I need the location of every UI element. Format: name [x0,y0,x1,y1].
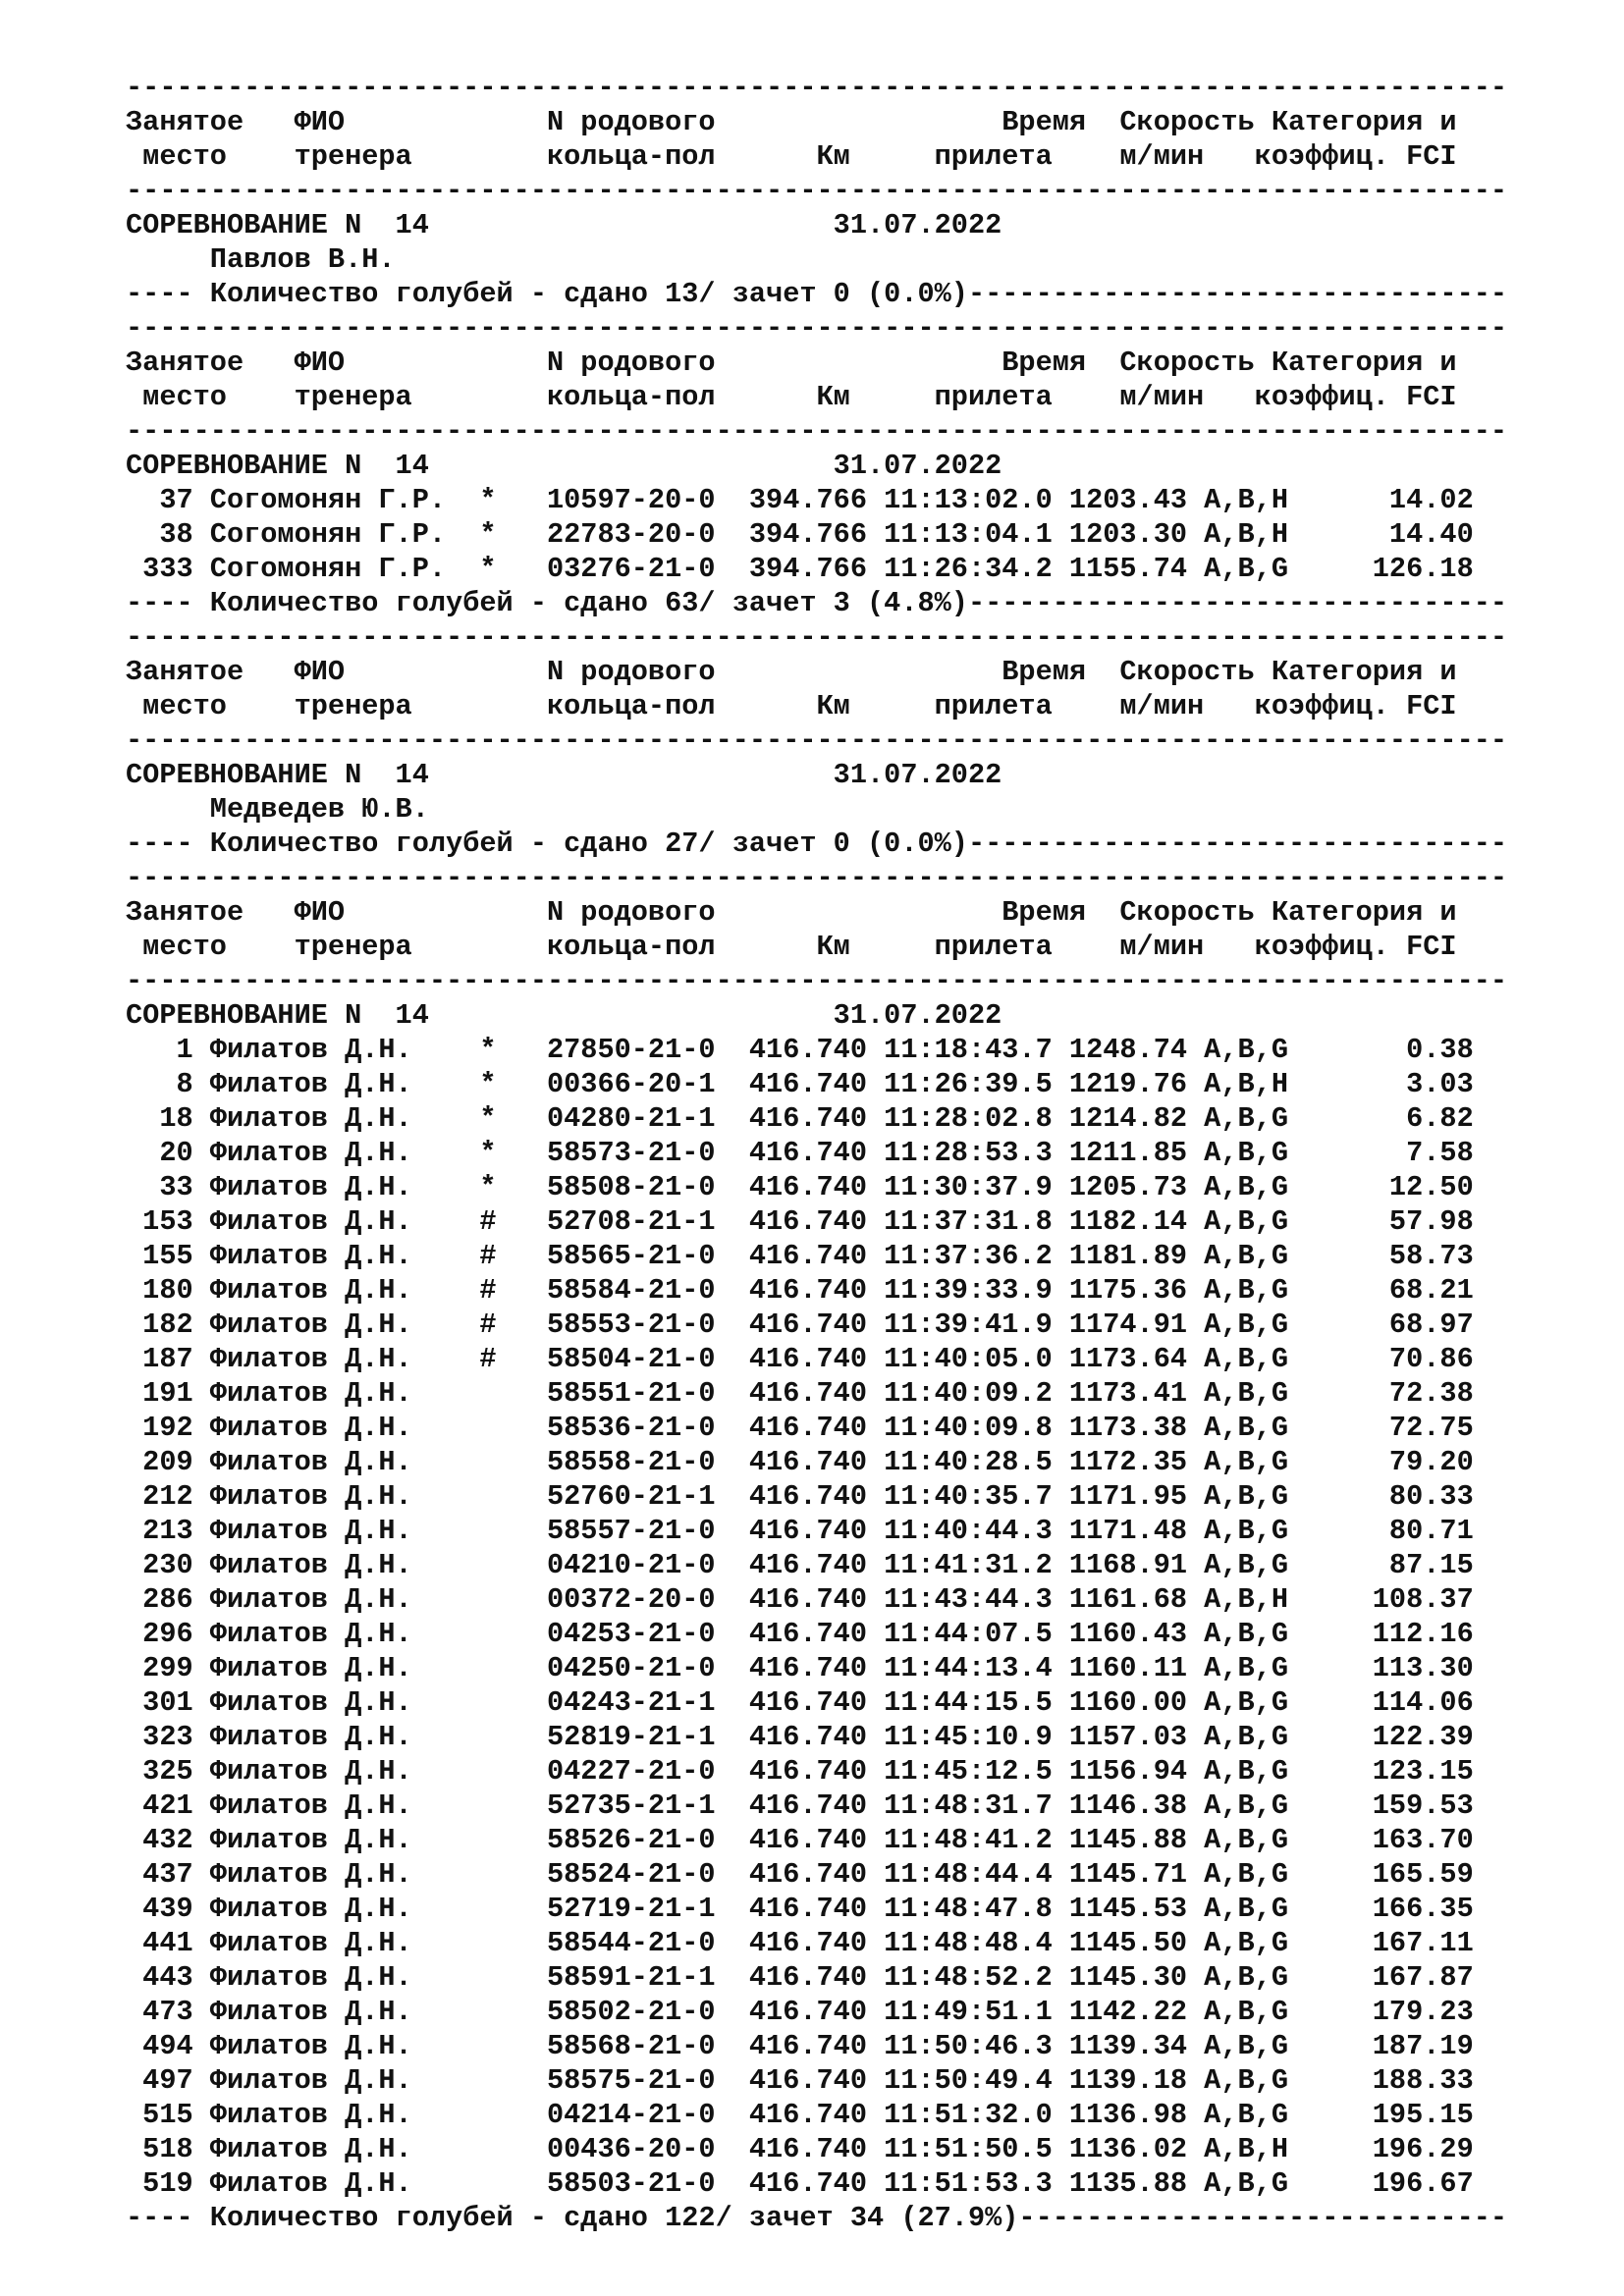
result-row: 192 Филатов Д.Н. 58536-21-0 416.740 11:40:09.8 1173.38 A,B,G 72.75 [126,1412,1474,1444]
table-header-line-1: Занятое ФИО N родового Время Скорость Категория и [126,106,1457,138]
trainer-name: Павлов В.Н. [126,243,396,276]
result-row: 230 Филатов Д.Н. 04210-21-0 416.740 11:41:31.2 1168.91 A,B,G 87.15 [126,1549,1474,1581]
result-row: 494 Филатов Д.Н. 58568-21-0 416.740 11:50:46.3 1139.34 A,B,G 187.19 [126,2030,1474,2062]
table-header-line-2: место тренера кольца-пол Км прилета м/мин коэффиц. FCI [126,140,1457,173]
divider: ---------------------------------------------------------------------------------- [126,415,1508,448]
summary-line: ---- Количество голубей - сдано 27/ зачет 0 (0.0%)-------------------------------- [126,828,1508,860]
result-row: 519 Филатов Д.Н. 58503-21-0 416.740 11:51:53.3 1135.88 A,B,G 196.67 [126,2167,1474,2200]
result-row: 37 Согомонян Г.Р. * 10597-20-0 394.766 11:13:02.0 1203.43 A,B,H 14.02 [126,484,1474,516]
result-row: 439 Филатов Д.Н. 52719-21-1 416.740 11:48:47.8 1145.53 A,B,G 166.35 [126,1893,1474,1925]
result-row: 182 Филатов Д.Н. # 58553-21-0 416.740 11:39:41.9 1174.91 A,B,G 68.97 [126,1308,1474,1341]
result-row: 437 Филатов Д.Н. 58524-21-0 416.740 11:48:44.4 1145.71 A,B,G 165.59 [126,1858,1474,1891]
divider: ---------------------------------------------------------------------------------- [126,72,1508,104]
result-row: 323 Филатов Д.Н. 52819-21-1 416.740 11:45:10.9 1157.03 A,B,G 122.39 [126,1721,1474,1753]
table-header-line-2: место тренера кольца-пол Км прилета м/мин коэффиц. FCI [126,381,1457,413]
divider: ---------------------------------------------------------------------------------- [126,312,1508,345]
result-row: 515 Филатов Д.Н. 04214-21-0 416.740 11:51:32.0 1136.98 A,B,G 195.15 [126,2099,1474,2131]
result-row: 153 Филатов Д.Н. # 52708-21-1 416.740 11:37:31.8 1182.14 A,B,G 57.98 [126,1205,1474,1238]
divider: ---------------------------------------------------------------------------------- [126,621,1508,654]
result-row: 18 Филатов Д.Н. * 04280-21-1 416.740 11:28:02.8 1214.82 A,B,G 6.82 [126,1102,1474,1135]
summary-line: ---- Количество голубей - сдано 13/ зачет 0 (0.0%)-------------------------------- [126,278,1508,310]
result-row: 473 Филатов Д.Н. 58502-21-0 416.740 11:49:51.1 1142.22 A,B,G 179.23 [126,1996,1474,2028]
competition-report [126,71,1507,2235]
result-row: 8 Филатов Д.Н. * 00366-20-1 416.740 11:26:39.5 1219.76 A,B,H 3.03 [126,1068,1474,1100]
result-row: 33 Филатов Д.Н. * 58508-21-0 416.740 11:30:37.9 1205.73 A,B,G 12.50 [126,1171,1474,1203]
result-row: 180 Филатов Д.Н. # 58584-21-0 416.740 11:39:33.9 1175.36 A,B,G 68.21 [126,1274,1474,1307]
result-row: 20 Филатов Д.Н. * 58573-21-0 416.740 11:28:53.3 1211.85 A,B,G 7.58 [126,1137,1474,1169]
result-row: 325 Филатов Д.Н. 04227-21-0 416.740 11:45:12.5 1156.94 A,B,G 123.15 [126,1755,1474,1788]
result-row: 518 Филатов Д.Н. 00436-20-0 416.740 11:51:50.5 1136.02 A,B,H 196.29 [126,2133,1474,2165]
competition-title: СОРЕВНОВАНИЕ N 14 31.07.2022 [126,450,1002,482]
divider: ---------------------------------------------------------------------------------- [126,724,1508,757]
result-row: 421 Филатов Д.Н. 52735-21-1 416.740 11:48:31.7 1146.38 A,B,G 159.53 [126,1789,1474,1822]
result-row: 187 Филатов Д.Н. # 58504-21-0 416.740 11:40:05.0 1173.64 A,B,G 70.86 [126,1343,1474,1375]
result-row: 296 Филатов Д.Н. 04253-21-0 416.740 11:44:07.5 1160.43 A,B,G 112.16 [126,1618,1474,1650]
divider: ---------------------------------------------------------------------------------- [126,965,1508,997]
competition-title: СОРЕВНОВАНИЕ N 14 31.07.2022 [126,209,1002,241]
divider: ---------------------------------------------------------------------------------- [126,175,1508,207]
result-row: 299 Филатов Д.Н. 04250-21-0 416.740 11:44:13.4 1160.11 A,B,G 113.30 [126,1652,1474,1684]
competition-title: СОРЕВНОВАНИЕ N 14 31.07.2022 [126,759,1002,791]
result-row: 38 Согомонян Г.Р. * 22783-20-0 394.766 11:13:04.1 1203.30 A,B,H 14.40 [126,518,1474,551]
trainer-name: Медведев Ю.В. [126,793,429,826]
result-row: 212 Филатов Д.Н. 52760-21-1 416.740 11:40:35.7 1171.95 A,B,G 80.33 [126,1480,1474,1513]
table-header-line-2: место тренера кольца-пол Км прилета м/мин коэффиц. FCI [126,931,1457,963]
result-row: 286 Филатов Д.Н. 00372-20-0 416.740 11:43:44.3 1161.68 A,B,H 108.37 [126,1583,1474,1616]
result-row: 209 Филатов Д.Н. 58558-21-0 416.740 11:40:28.5 1172.35 A,B,G 79.20 [126,1446,1474,1478]
result-row: 301 Филатов Д.Н. 04243-21-1 416.740 11:44:15.5 1160.00 A,B,G 114.06 [126,1686,1474,1719]
result-row: 432 Филатов Д.Н. 58526-21-0 416.740 11:48:41.2 1145.88 A,B,G 163.70 [126,1824,1474,1856]
result-row: 1 Филатов Д.Н. * 27850-21-0 416.740 11:18:43.7 1248.74 A,B,G 0.38 [126,1034,1474,1066]
table-header-line-1: Занятое ФИО N родового Время Скорость Категория и [126,347,1457,379]
summary-line: ---- Количество голубей - сдано 122/ зачет 34 (27.9%)----------------------------- [126,2202,1508,2234]
table-header-line-1: Занятое ФИО N родового Время Скорость Категория и [126,656,1457,688]
table-header-line-1: Занятое ФИО N родового Время Скорость Категория и [126,896,1457,929]
result-row: 191 Филатов Д.Н. 58551-21-0 416.740 11:40:09.2 1173.41 A,B,G 72.38 [126,1377,1474,1410]
result-row: 155 Филатов Д.Н. # 58565-21-0 416.740 11:37:36.2 1181.89 A,B,G 58.73 [126,1240,1474,1272]
competition-title: СОРЕВНОВАНИЕ N 14 31.07.2022 [126,999,1002,1032]
result-row: 497 Филатов Д.Н. 58575-21-0 416.740 11:50:49.4 1139.18 A,B,G 188.33 [126,2064,1474,2097]
divider: ---------------------------------------------------------------------------------- [126,862,1508,894]
result-row: 333 Согомонян Г.Р. * 03276-21-0 394.766 11:26:34.2 1155.74 A,B,G 126.18 [126,553,1474,585]
table-header-line-2: место тренера кольца-пол Км прилета м/мин коэффиц. FCI [126,690,1457,722]
result-row: 443 Филатов Д.Н. 58591-21-1 416.740 11:48:52.2 1145.30 A,B,G 167.87 [126,1961,1474,1994]
result-row: 213 Филатов Д.Н. 58557-21-0 416.740 11:40:44.3 1171.48 A,B,G 80.71 [126,1515,1474,1547]
summary-line: ---- Количество голубей - сдано 63/ зачет 3 (4.8%)-------------------------------- [126,587,1508,619]
result-row: 441 Филатов Д.Н. 58544-21-0 416.740 11:48:48.4 1145.50 A,B,G 167.11 [126,1927,1474,1959]
